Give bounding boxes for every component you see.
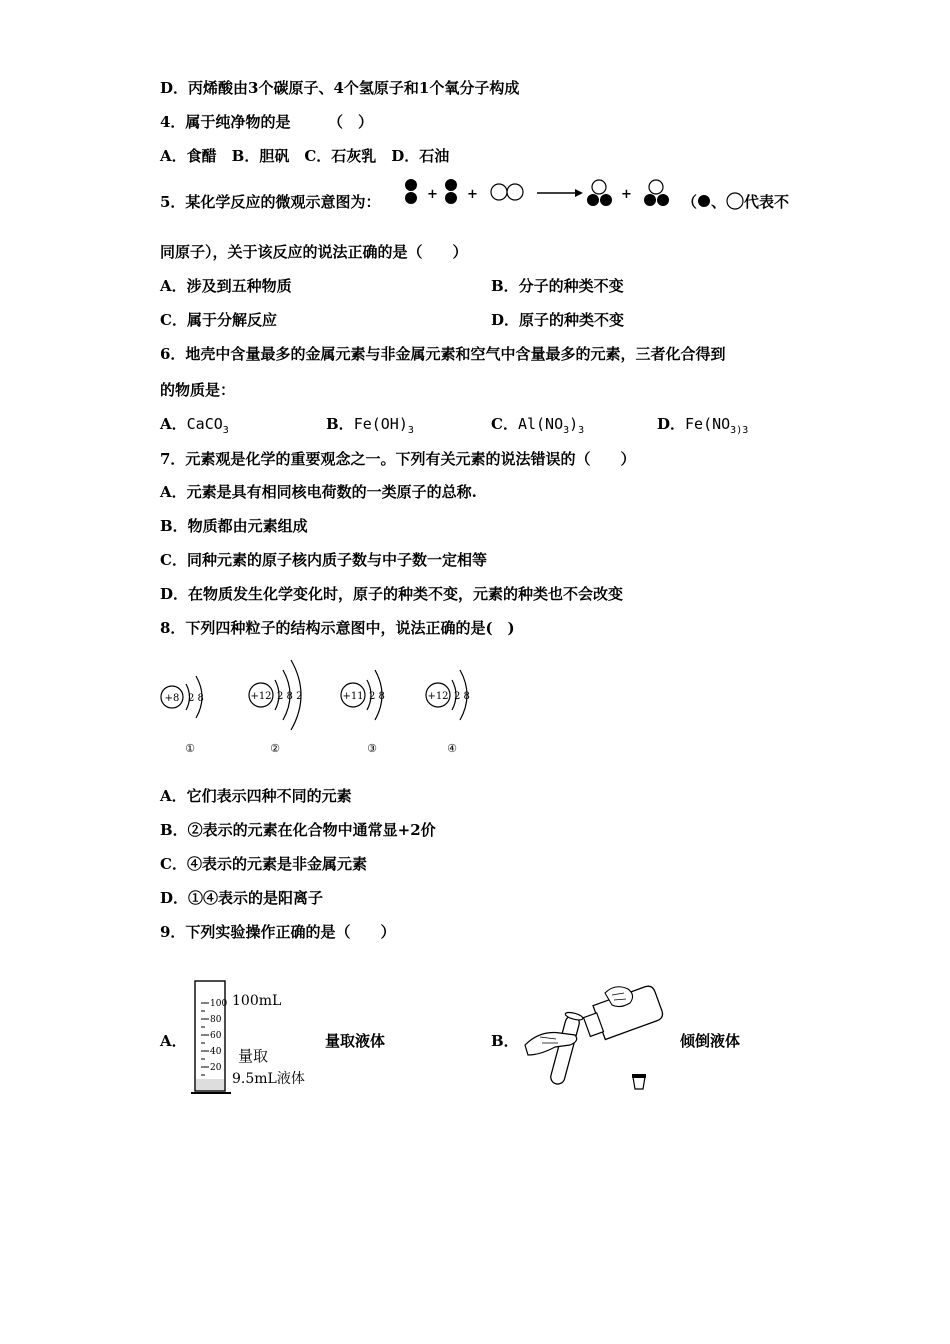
q8-option-b: B．②表示的元素在化合物中通常显+2价 bbox=[160, 821, 436, 839]
black-atom-icon bbox=[445, 179, 457, 191]
q7-option-b: B．物质都由元素组成 bbox=[160, 517, 308, 535]
particle-2 bbox=[249, 660, 302, 755]
q3-option-d: D．丙烯酸由3个碳原子、4个氢原子和1个氧分子构成 bbox=[160, 79, 520, 97]
subscript: 3)3 bbox=[730, 425, 749, 436]
q8-option-a: A．它们表示四种不同的元素 bbox=[160, 787, 352, 805]
stopper-top-icon bbox=[632, 1074, 646, 1078]
particle-label: ③ bbox=[367, 742, 377, 755]
formula: Fe(OH) bbox=[353, 415, 408, 433]
particle-label: ④ bbox=[447, 742, 457, 755]
tick-label: 20 bbox=[210, 1063, 222, 1073]
q7-option-d: D．在物质发生化学变化时，原子的种类不变，元素的种类也不会改变 bbox=[160, 585, 624, 603]
q9-option-b-caption: 倾倒液体 bbox=[680, 1032, 741, 1050]
white-atom-legend-icon bbox=[726, 192, 744, 210]
black-atom-icon bbox=[657, 194, 669, 206]
white-atom-icon bbox=[491, 184, 507, 200]
white-atom-icon bbox=[649, 180, 663, 194]
tick-label: 40 bbox=[210, 1047, 222, 1057]
q7-option-a: A．元素是具有相同核电荷数的一类原子的总称. bbox=[160, 483, 477, 501]
q6-stem-2: 的物质是： bbox=[160, 381, 236, 399]
cylinder-volume: 100mL bbox=[232, 993, 282, 1009]
q7-stem: 7．元素观是化学的重要观念之一。下列有关元素的说法错误的（ ） bbox=[160, 450, 636, 468]
formula-close: ) bbox=[569, 415, 579, 433]
subscript: 3 bbox=[407, 425, 414, 436]
q5-stem-cont: 同原子），关于该反应的说法正确的是（ ） bbox=[160, 243, 468, 261]
q6-option-c bbox=[491, 414, 584, 441]
q5-plus-2: + bbox=[467, 187, 478, 202]
white-atom-icon bbox=[507, 184, 523, 200]
q6-option-d bbox=[657, 414, 748, 441]
q6-option-a bbox=[160, 414, 229, 441]
q5-stem-prefix: 5．某化学反应的微观示意图为： bbox=[160, 193, 381, 211]
q6-option-b bbox=[326, 414, 414, 441]
q4-options: A．食醋 B．胆矾 C．石灰乳 D．石油 bbox=[160, 147, 450, 165]
q9-option-b-label: B． bbox=[491, 1032, 519, 1050]
q8-stem: 8．下列四种粒子的结构示意图中，说法正确的是( ) bbox=[160, 619, 515, 637]
liquid-icon bbox=[196, 1079, 224, 1090]
q8-option-d: D．①④表示的是阳离子 bbox=[160, 889, 324, 907]
q5-option-a: A．涉及到五种物质 bbox=[160, 277, 292, 295]
option-label: C． bbox=[491, 415, 518, 433]
cylinder-note-1: 量取 bbox=[238, 1047, 269, 1065]
nucleus-charge: +12 bbox=[250, 691, 272, 702]
black-atom-icon bbox=[405, 192, 417, 204]
q5-option-b: B．分子的种类不变 bbox=[491, 277, 624, 295]
particle-label: ② bbox=[270, 742, 280, 755]
tick-label: 80 bbox=[210, 1015, 222, 1025]
subscript: 3 bbox=[563, 425, 570, 436]
subscript: 3 bbox=[578, 425, 585, 436]
q5-legend-open: （ bbox=[682, 193, 698, 211]
q9-option-a-caption: 量取液体 bbox=[325, 1032, 386, 1050]
nucleus-charge: +11 bbox=[342, 691, 364, 702]
black-atom-legend-icon bbox=[697, 194, 711, 208]
nucleus-charge: +8 bbox=[164, 693, 180, 704]
nucleus-charge: +12 bbox=[427, 691, 449, 702]
formula: CaCO bbox=[186, 415, 223, 433]
q7-option-c: C．同种元素的原子核内质子数与中子数一定相等 bbox=[160, 551, 487, 569]
graduated-cylinder-figure bbox=[185, 975, 320, 1100]
black-atom-icon bbox=[600, 194, 612, 206]
black-atom-icon bbox=[445, 192, 457, 204]
formula: Al(NO bbox=[517, 415, 564, 433]
tick-label: 100 bbox=[210, 999, 228, 1009]
white-atom-icon bbox=[592, 180, 606, 194]
option-label: B． bbox=[326, 415, 354, 433]
shell-electrons: 2 8 bbox=[454, 691, 470, 702]
particle-4 bbox=[426, 670, 470, 755]
black-atom-icon bbox=[644, 194, 656, 206]
option-label: D． bbox=[657, 415, 686, 433]
q5-plus-1: + bbox=[427, 187, 438, 202]
q8-option-c: C．④表示的元素是非金属元素 bbox=[160, 855, 367, 873]
shell-electrons: 2 8 2 bbox=[277, 691, 303, 702]
q4-stem: 4．属于纯净物的是 （ ） bbox=[160, 113, 373, 131]
q8-atom-structure-diagrams bbox=[155, 650, 485, 760]
particle-3 bbox=[341, 670, 385, 755]
q6-stem-1: 6．地壳中含量最多的金属元素与非金属元素和空气中含量最多的元素，三者化合得到 bbox=[160, 345, 726, 363]
q5-legend-suffix: 代表不 bbox=[744, 193, 790, 211]
q9-option-a-label: A． bbox=[160, 1032, 187, 1050]
option-label: A． bbox=[160, 415, 187, 433]
shell-electrons: 2 8 bbox=[369, 691, 385, 702]
cylinder-note-2: 9.5mL液体 bbox=[232, 1071, 305, 1087]
q5-option-c: C．属于分解反应 bbox=[160, 311, 277, 329]
bottle-stopper-icon bbox=[633, 1077, 645, 1089]
q5-option-d: D．原子的种类不变 bbox=[491, 311, 625, 329]
black-atom-icon bbox=[587, 194, 599, 206]
q9-stem: 9．下列实验操作正确的是（ ） bbox=[160, 923, 396, 941]
q5-legend bbox=[682, 192, 789, 212]
test-tube-icon bbox=[549, 1014, 581, 1085]
arrow-head-icon bbox=[575, 189, 583, 197]
q5-reaction-diagram bbox=[400, 176, 682, 212]
tick-label: 60 bbox=[210, 1031, 222, 1041]
pouring-liquid-figure bbox=[520, 975, 665, 1095]
particle-label: ① bbox=[185, 742, 195, 755]
q5-plus-3: + bbox=[621, 187, 632, 202]
shell-electrons: 2 8 bbox=[188, 693, 204, 704]
particle-1 bbox=[161, 676, 204, 755]
q5-legend-sep: 、 bbox=[711, 193, 727, 211]
subscript: 3 bbox=[222, 425, 229, 436]
black-atom-icon bbox=[405, 179, 417, 191]
formula: Fe(NO bbox=[685, 415, 731, 433]
